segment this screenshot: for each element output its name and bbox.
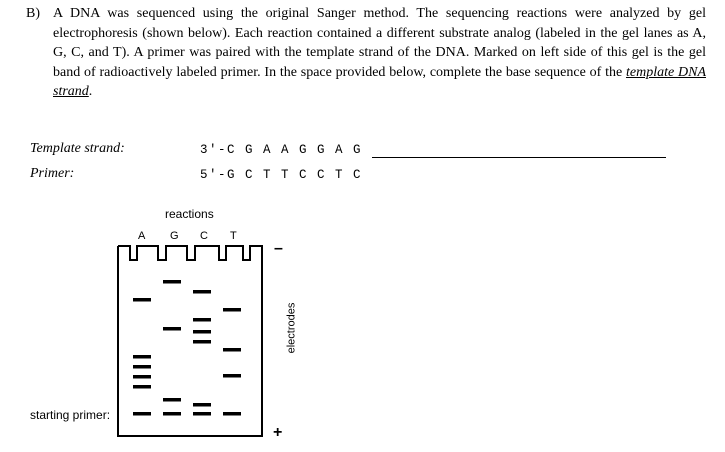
lane-label-t: T — [230, 230, 237, 242]
gel-band — [163, 412, 181, 416]
template-strand-label: Template strand: — [30, 141, 125, 156]
gel-band — [133, 412, 151, 416]
gel-band — [163, 327, 181, 331]
gel-band — [223, 374, 241, 378]
primer-label: Primer: — [30, 166, 75, 181]
question-text-end: . — [88, 84, 93, 99]
gel-band — [163, 280, 181, 284]
gel-title: reactions — [165, 207, 214, 221]
lane-t-bands — [223, 308, 241, 416]
gel-band — [193, 290, 211, 294]
gel-band — [133, 298, 151, 302]
lane-a-bands — [133, 298, 151, 416]
question-label: B) — [26, 6, 40, 21]
lane-g-bands — [163, 280, 181, 416]
gel-band — [223, 412, 241, 416]
gel-band — [133, 365, 151, 369]
primer-sequence: 5′-G C T T C C T C — [200, 168, 363, 182]
gel-band — [193, 318, 211, 322]
electrodes-label: electrodes — [285, 302, 298, 354]
gel-band — [133, 385, 151, 389]
gel-band — [193, 412, 211, 416]
gel-band — [223, 308, 241, 312]
question-text-main: A DNA was sequenced using the original Sanger method. The sequencing reactions were analyzed by gel electrophoresis (shown below). Each reaction contained a different substrate analog (labeled in the gel lanes as A, G, C, and T). A primer was paired with the template strand of the DNA. Marked on left side of this gel is the gel band of radioactively labeled primer. In the space provided below, complete the base sequence of the — [53, 6, 706, 80]
template-strand-sequence: 3′-C G A A G G A G — [200, 143, 363, 157]
negative-electrode-symbol: – — [274, 240, 283, 257]
positive-electrode-symbol: + — [273, 424, 283, 441]
gel-band — [193, 403, 211, 407]
gel-band — [193, 340, 211, 344]
gel-band — [133, 355, 151, 359]
question-emphasis: template DNA strand — [53, 64, 706, 99]
gel-outline — [118, 246, 262, 436]
lane-c-bands — [193, 290, 211, 416]
starting-primer-label: starting primer: — [30, 408, 111, 422]
gel-band — [133, 375, 151, 379]
lane-label-c: C — [200, 230, 208, 242]
lane-label-g: G — [170, 230, 179, 242]
lane-label-a: A — [138, 230, 146, 242]
gel-band — [163, 398, 181, 402]
gel-band — [193, 330, 211, 334]
gel-band — [223, 348, 241, 352]
